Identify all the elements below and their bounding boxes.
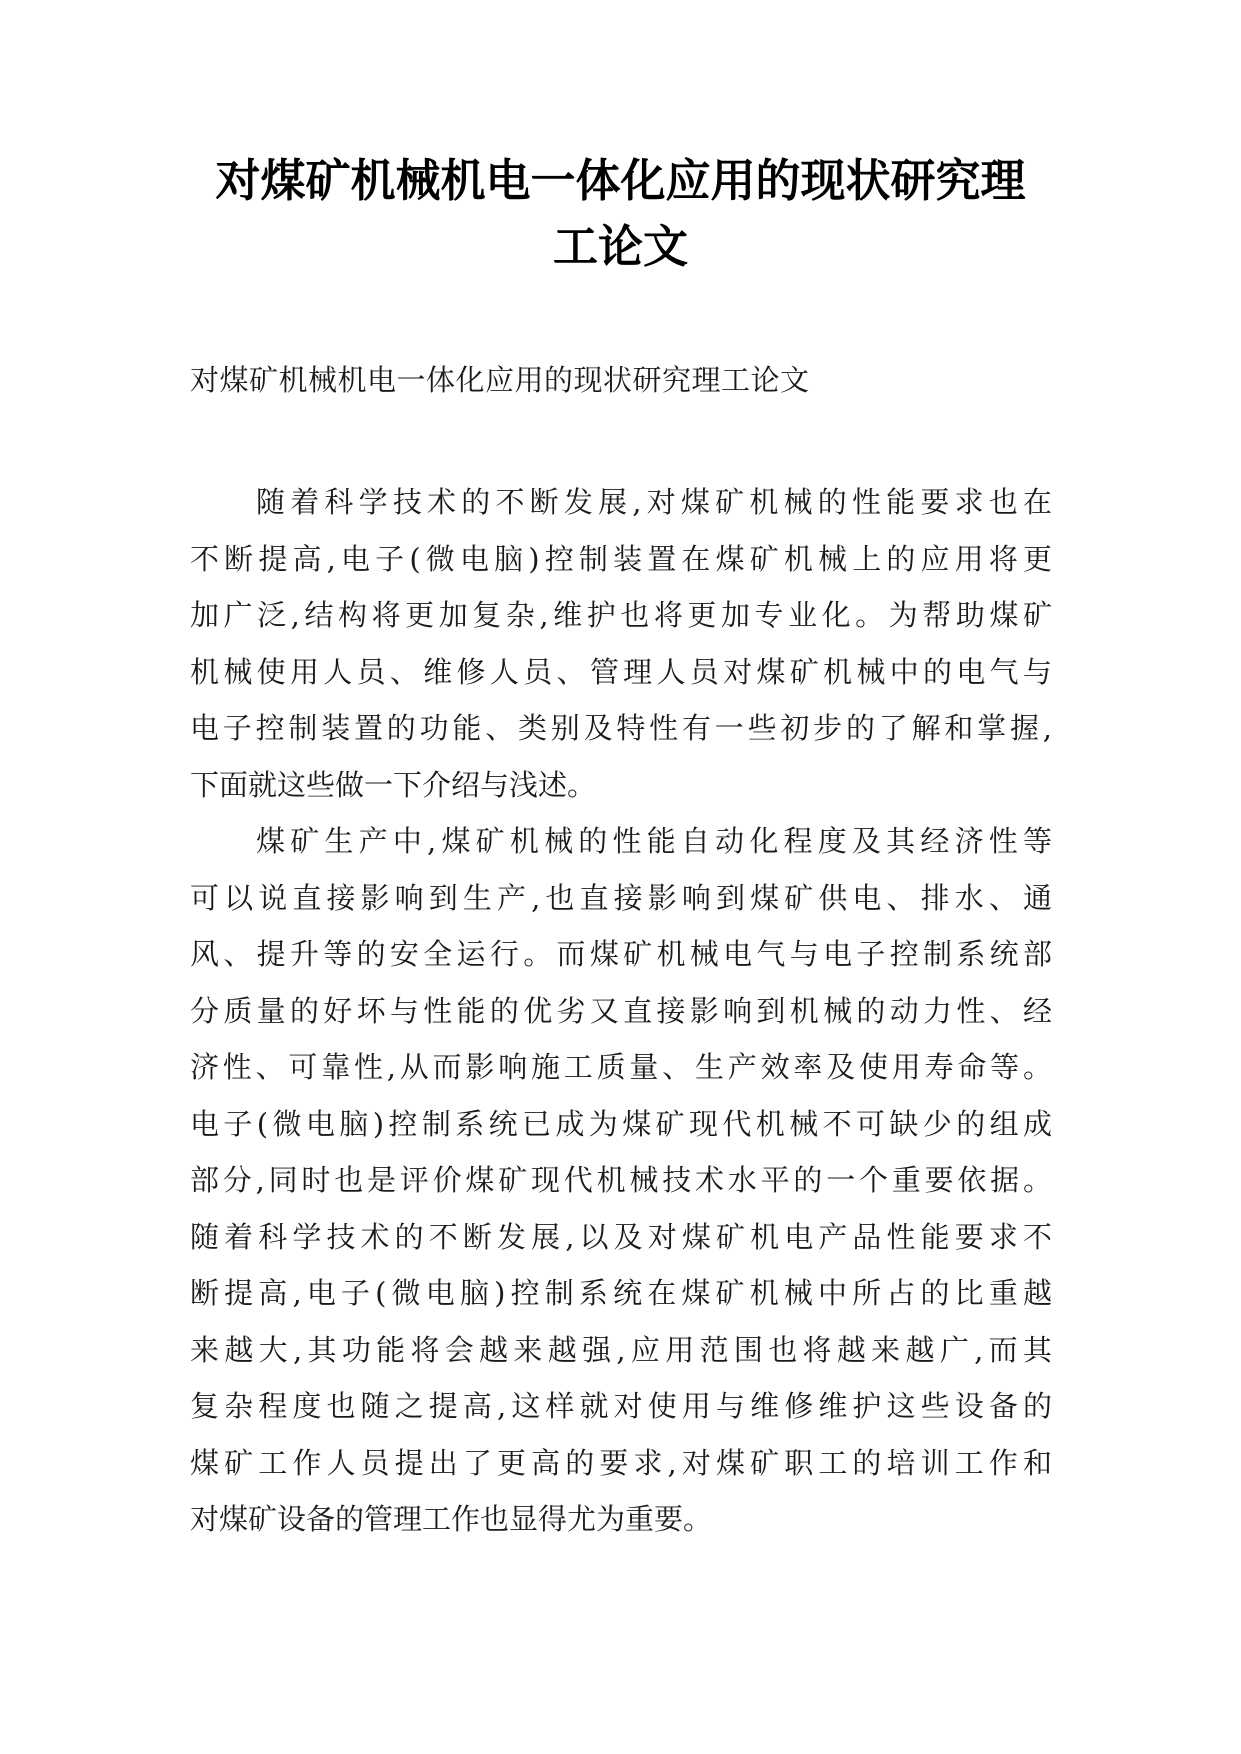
title-line-1: 对煤矿机械机电一体化应用的现状研究理 (215, 154, 1026, 207)
document-subtitle: 对煤矿机械机电一体化应用的现状研究理工论文 (190, 363, 810, 397)
paragraph-2 (190, 813, 1052, 1548)
document-body (190, 474, 1052, 1548)
paragraph-1 (190, 474, 1052, 813)
paragraph-line: 复杂程度也随之提高,这样就对使用与维修维护这些设备的 (190, 1389, 1052, 1423)
paragraph-line: 随着科学技术的不断发展,对煤矿机械的性能要求也在 (256, 485, 1052, 519)
paragraph-line: 部分,同时也是评价煤矿现代机械技术水平的一个重要依据。 (190, 1163, 1052, 1197)
paragraph-line: 煤矿工作人员提出了更高的要求,对煤矿职工的培训工作和 (190, 1445, 1052, 1480)
paragraph-line: 济性、可靠性,从而影响施工质量、生产效率及使用寿命等。 (190, 1050, 1052, 1084)
paragraph-line: 对煤矿设备的管理工作也显得尤为重要。 (190, 1502, 713, 1536)
title-line-2: 工论文 (552, 220, 688, 273)
paragraph-line: 机械使用人员、维修人员、管理人员对煤矿机械中的电气与 (190, 654, 1052, 689)
document-title (160, 148, 1081, 280)
paragraph-line: 断提高,电子(微电脑)控制系统在煤矿机械中所占的比重越 (190, 1276, 1052, 1310)
paragraph-line: 电子控制装置的功能、类别及特性有一些初步的了解和掌握, (190, 711, 1052, 745)
paragraph-line: 煤矿生产中,煤矿机械的性能自动化程度及其经济性等 (256, 824, 1052, 858)
paragraph-line: 不断提高,电子(微电脑)控制装置在煤矿机械上的应用将更 (190, 541, 1052, 576)
paragraph-line: 风、提升等的安全运行。而煤矿机械电气与电子控制系统部 (190, 937, 1052, 971)
paragraph-line: 分质量的好坏与性能的优劣又直接影响到机械的动力性、经 (190, 993, 1052, 1028)
paragraph-line: 随着科学技术的不断发展,以及对煤矿机电产品性能要求不 (190, 1219, 1052, 1254)
paragraph-line: 加广泛,结构将更加复杂,维护也将更加专业化。为帮助煤矿 (190, 598, 1052, 632)
paragraph-line: 下面就这些做一下介绍与浅述。 (190, 767, 597, 802)
paragraph-line: 电子(微电脑)控制系统已成为煤矿现代机械不可缺少的组成 (190, 1106, 1052, 1141)
paragraph-line: 来越大,其功能将会越来越强,应用范围也将越来越广,而其 (190, 1332, 1052, 1367)
paragraph-line: 可以说直接影响到生产,也直接影响到煤矿供电、排水、通 (190, 880, 1052, 915)
